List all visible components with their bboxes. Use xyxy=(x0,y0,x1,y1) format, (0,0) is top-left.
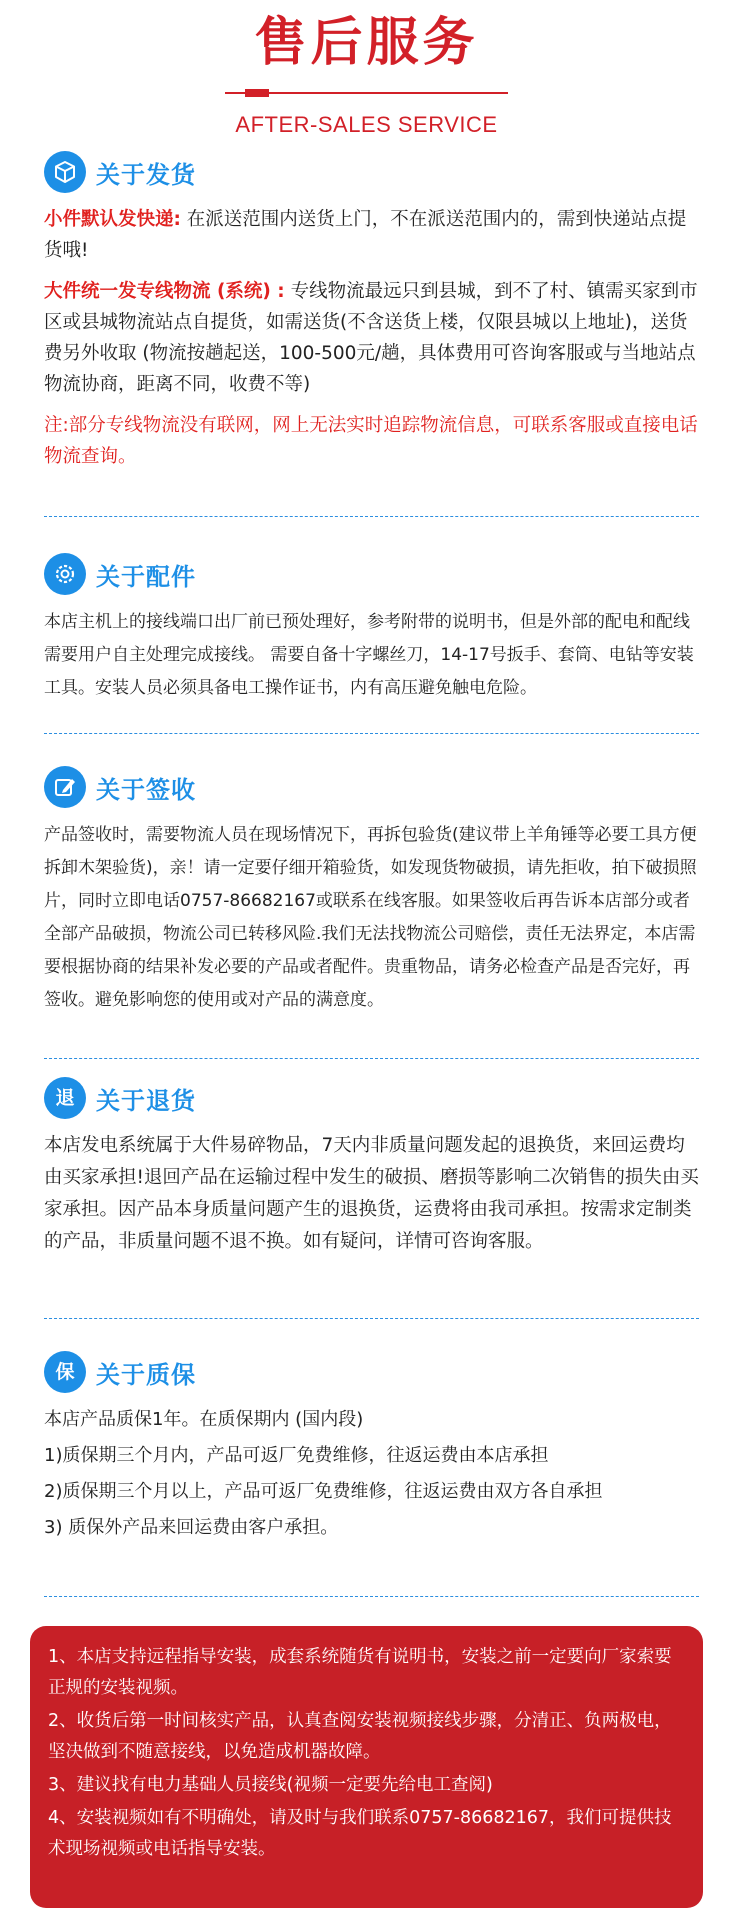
highlight-label: 小件默认发快递: xyxy=(44,209,181,230)
notice-line: 3、建议找有电力基础人员接线(视频一定要先给电工查阅) xyxy=(48,1775,493,1795)
return-icon xyxy=(44,1077,86,1119)
paragraph-text: 本店主机上的接线端口出厂前已预处理好，参考附带的说明书，但是外部的配电和配线需要用户自主处理完成接线。 需要自备十字螺丝刀，14-17号扳手、套筒、电钻等安装工具。安装人员必须具备电工操作证书，内有高压避免触电危险。 xyxy=(44,612,694,698)
title-underline-accent xyxy=(245,89,269,97)
paragraph-text: 本店发电系统属于大件易碎物品，7天内非质量问题发起的退换货，来回运费均由买家承担!退回产品在运输过程中发生的破损、磨损等影响二次销售的损失由买家承担。因产品本身质量问题产生的退换货，运费将由我司承担。按需求定制类的产品，非质量问题不退不换。如有疑问，详情可咨询客服。 xyxy=(44,1135,699,1252)
section-returns xyxy=(44,1076,699,1258)
list-item: 本店产品质保1年。在质保期内 (国内段) xyxy=(44,1409,364,1430)
box-icon xyxy=(44,151,86,193)
section-header xyxy=(44,1076,699,1120)
section-divider xyxy=(44,1058,699,1059)
section-divider xyxy=(44,1596,699,1597)
section-signing xyxy=(44,765,699,1017)
delivery-note: 注:部分专线物流没有联网，网上无法实时追踪物流信息，可联系客服或直接电话物流查询。 xyxy=(44,415,698,467)
page-title: 售后服务 xyxy=(254,13,479,73)
installation-notice xyxy=(30,1626,703,1908)
paragraph-text: 产品签收时，需要物流人员在现场情况下，再拆包验货(建议带上羊角锤等必要工具方便拆卸木架验货)，亲！请一定要仔细开箱验货，如发现货物破损，请先拒收，拍下破损照片，同时立即电话0757-86682167或联系在线客服。如果签收后再告诉本店部分或者全部产品破损，物流公司已转移风险.我们无法找物流公司赔偿，责任无法界定，本店需要根据协商的结果补发必要的产品或者配件。贵重物品，请务必检查产品是否完好，再签收。避免影响您的使用或对产品的满意度。 xyxy=(44,825,697,1010)
notice-line: 2、收货后第一时间核实产品，认真查阅安装视频接线步骤，分清正、负两极电，坚决做到不随意接线，以免造成机器故障。 xyxy=(48,1711,672,1762)
shield-icon xyxy=(44,1351,86,1393)
section-header xyxy=(44,552,699,596)
list-item: 3) 质保外产品来回运费由客户承担。 xyxy=(44,1517,339,1538)
shield-icon-glyph: 保 xyxy=(55,1360,75,1383)
section-warranty xyxy=(44,1350,699,1546)
delivery-small-parcel xyxy=(44,204,699,266)
page-header xyxy=(0,0,733,150)
section-title: 关于发货 xyxy=(96,160,196,189)
section-divider xyxy=(44,1318,699,1319)
section-delivery xyxy=(44,150,699,472)
list-item: 1)质保期三个月内，产品可返厂免费维修，往返运费由本店承担 xyxy=(44,1445,549,1466)
sign-edit-icon xyxy=(44,766,86,808)
paragraph-text: 在派送范围内送货上门，不在派送范围内的，需到快递站点提货哦! xyxy=(44,209,687,261)
notice-line: 4、安装视频如有不明确处，请及时与我们联系0757-86682167，我们可提供技术现场视频或电话指导安装。 xyxy=(48,1808,672,1859)
section-divider xyxy=(44,733,699,734)
paragraph-text: 专线物流最远只到县城，到不了村、镇需买家到市区或县城物流站点自提货，如需送货(不含送货上楼，仅限县城以上地址)，送货费另外收取 (物流按趟起送，100-500元/趟，具体费用可咨询客服或与当地站点物流协商，距离不同，收费不等) xyxy=(44,281,698,395)
page-subtitle: AFTER-SALES SERVICE xyxy=(235,112,498,137)
section-title: 关于质保 xyxy=(96,1360,196,1389)
gear-icon xyxy=(44,553,86,595)
section-title: 关于退货 xyxy=(96,1086,196,1115)
return-icon-glyph: 退 xyxy=(55,1086,75,1109)
list-item: 2)质保期三个月以上，产品可返厂免费维修，往返运费由双方各自承担 xyxy=(44,1481,603,1502)
section-header xyxy=(44,765,699,809)
section-title: 关于签收 xyxy=(96,775,196,804)
highlight-label: 大件统一发专线物流 (系统) : xyxy=(44,281,285,302)
section-header xyxy=(44,150,699,194)
section-header xyxy=(44,1350,699,1394)
section-parts xyxy=(44,552,699,705)
warranty-list xyxy=(44,1402,699,1546)
section-title: 关于配件 xyxy=(96,562,196,591)
section-divider xyxy=(44,516,699,517)
delivery-large-freight xyxy=(44,276,699,400)
notice-line: 1、本店支持远程指导安装，成套系统随货有说明书，安装之前一定要向厂家索要正规的安装视频。 xyxy=(48,1647,672,1698)
